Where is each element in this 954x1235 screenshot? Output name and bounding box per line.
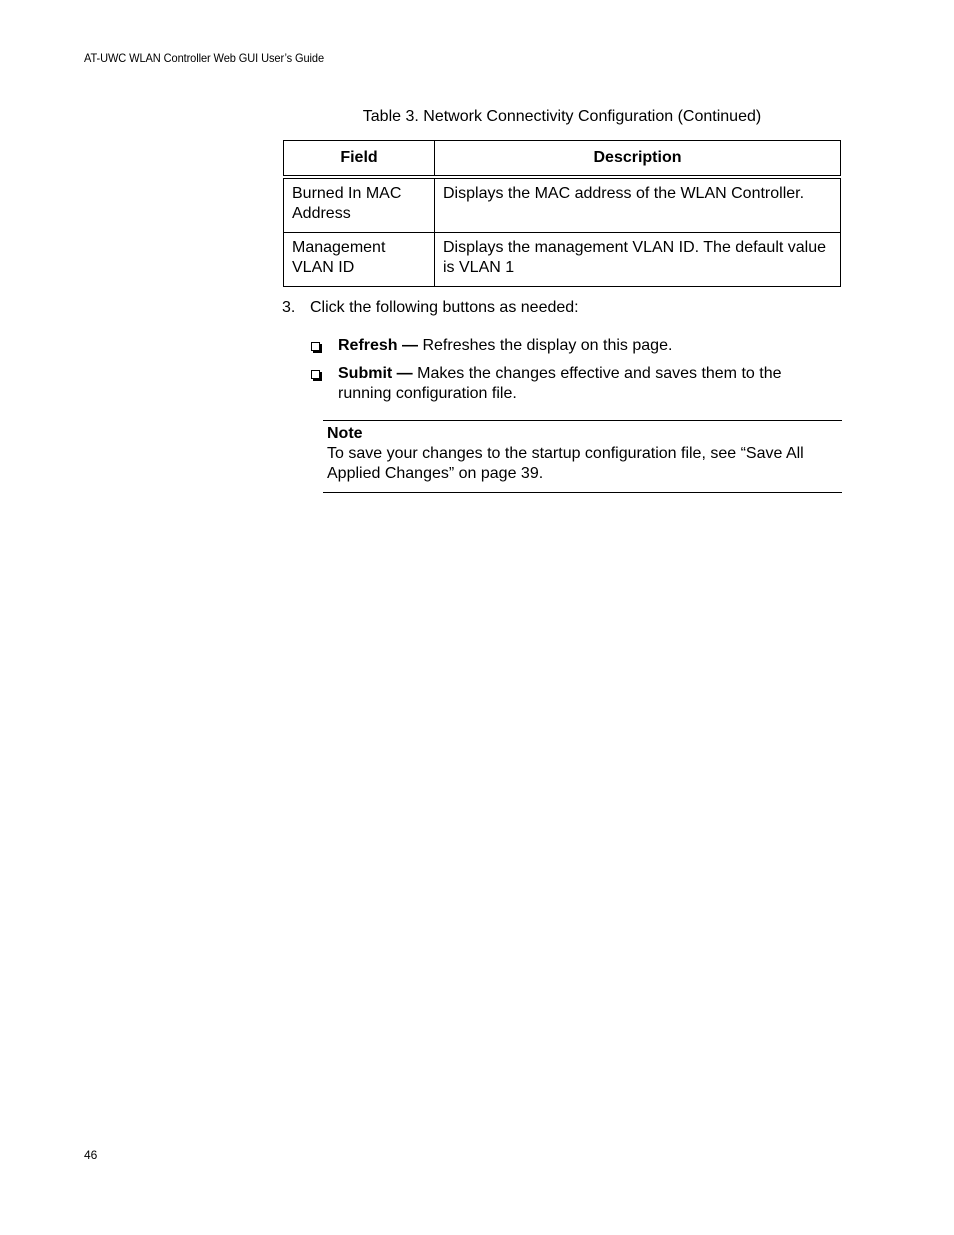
- column-header-description: Description: [435, 141, 841, 178]
- list-item: [310, 336, 830, 356]
- page-number: 46: [84, 1148, 98, 1162]
- step-text: Click the following buttons as needed:: [310, 299, 579, 316]
- note-title: Note: [327, 425, 363, 442]
- bullet-term: Submit —: [338, 365, 413, 382]
- table-caption: Table 3. Network Connectivity Configuration (Continued): [362, 108, 762, 125]
- bullet-term: Refresh —: [338, 337, 419, 354]
- field-cell: Burned In MAC Address: [284, 177, 435, 233]
- running-header: AT-UWC WLAN Controller Web GUI User’s Guide: [84, 51, 325, 65]
- note-box: [323, 420, 842, 493]
- bullet-text: Makes the changes effective and saves them to the running configuration file.: [338, 365, 782, 402]
- bullet-text: Refreshes the display on this page.: [418, 337, 673, 354]
- step-number: 3.: [282, 299, 296, 316]
- button-list: [310, 336, 830, 412]
- table-row: [284, 177, 841, 233]
- description-cell: Displays the MAC address of the WLAN Controller.: [435, 177, 841, 233]
- connectivity-table: [283, 140, 841, 287]
- checkbox-bullet-icon: [311, 370, 320, 379]
- table-row: [284, 233, 841, 287]
- procedure-step: [282, 299, 579, 317]
- description-cell: Displays the management VLAN ID. The default value is VLAN 1: [435, 233, 841, 287]
- checkbox-bullet-icon: [311, 342, 320, 351]
- note-text: To save your changes to the startup configuration file, see “Save All Applied Changes” on page 39.: [327, 445, 804, 482]
- field-cell: Management VLAN ID: [284, 233, 435, 287]
- column-header-field: Field: [284, 141, 435, 178]
- list-item: [310, 364, 830, 404]
- table-header-row: [284, 141, 841, 178]
